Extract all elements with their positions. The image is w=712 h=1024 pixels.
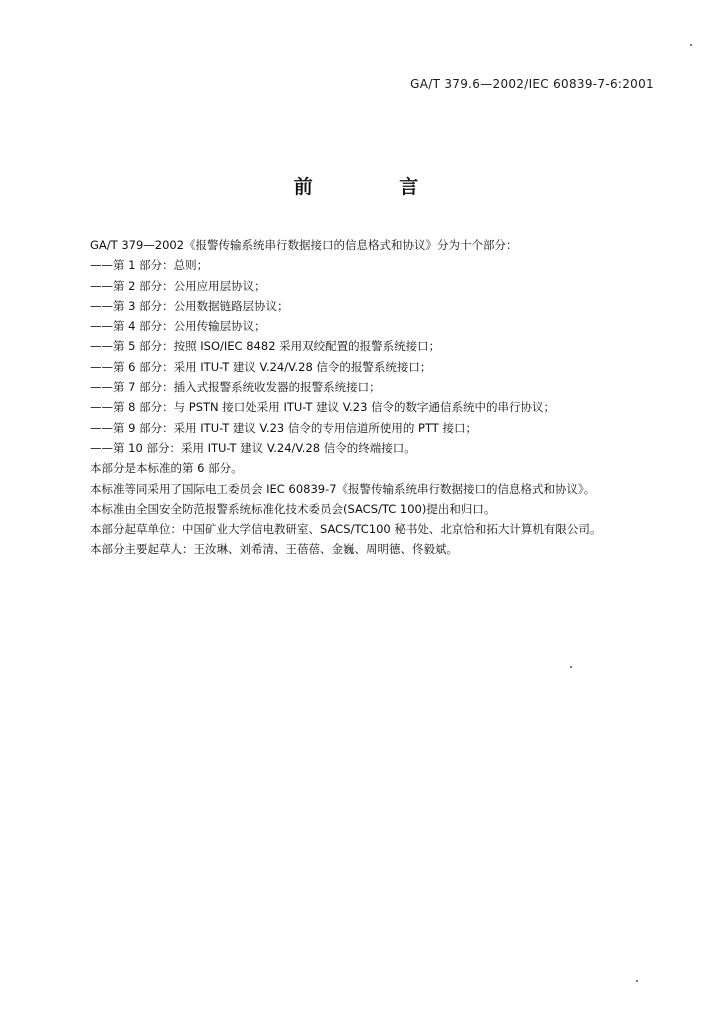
paragraph-drafters: 本部分主要起草人：王汝琳、刘希清、王蓓蓓、金巍、周明德、佟毅斌。: [90, 542, 458, 557]
page-title: 前 言: [293, 176, 459, 198]
paragraph-proposer: 本标准由全国安全防范报警系统标准化技术委员会(SACS/TC 100)提出和归口。: [90, 501, 496, 516]
list-item-part-9: ——第 9 部分：采用 ITU-T 建议 V.23 信令的专用信道所使用的 PTT 接口；: [90, 420, 477, 435]
list-item-part-1: ——第 1 部分：总则；: [90, 258, 209, 273]
paragraph-adoption: 本标准等同采用了国际电工委员会 IEC 60839-7《报警传输系统串行数据接口的信息格式和协议》。: [90, 481, 596, 496]
list-item-part-6: ——第 6 部分：采用 ITU-T 建议 V.24/V.28 信令的报警系统接口；: [90, 359, 432, 374]
foreword-body: [66, 235, 662, 560]
intro-line: GA/T 379—2002《报警传输系统串行数据接口的信息格式和协议》分为十个部分：: [90, 238, 518, 252]
list-item-part-10: ——第 10 部分：采用 ITU-T 建议 V.24/V.28 信令的终端接口。: [90, 440, 416, 455]
scan-speck: [570, 666, 572, 668]
scan-speck: [636, 980, 638, 982]
list-item-part-7: ——第 7 部分：插入式报警系统收发器的报警系统接口；: [90, 380, 381, 395]
paragraph-drafting-units: 本部分起草单位：中国矿业大学信电教研室、SACS/TC100 秘书处、北京恰和拓大计算机有限公司。: [90, 522, 602, 537]
scan-speck: [690, 44, 692, 46]
list-item-part-2: ——第 2 部分：公用应用层协议；: [90, 278, 266, 293]
list-item-part-3: ——第 3 部分：公用数据链路层协议；: [90, 298, 289, 313]
list-item-part-4: ——第 4 部分：公用传输层协议；: [90, 319, 266, 334]
list-item-part-8: ——第 8 部分：与 PSTN 接口处采用 ITU-T 建议 V.23 信令的数字通信系统中的串行协议；: [90, 400, 556, 415]
standard-number: GA/T 379.6—2002/IEC 60839-7-6:2001: [410, 77, 654, 91]
list-item-part-5: ——第 5 部分：按照 ISO/IEC 8482 采用双绞配置的报警系统接口；: [90, 339, 441, 354]
part-statement: 本部分是本标准的第 6 部分。: [90, 461, 243, 476]
